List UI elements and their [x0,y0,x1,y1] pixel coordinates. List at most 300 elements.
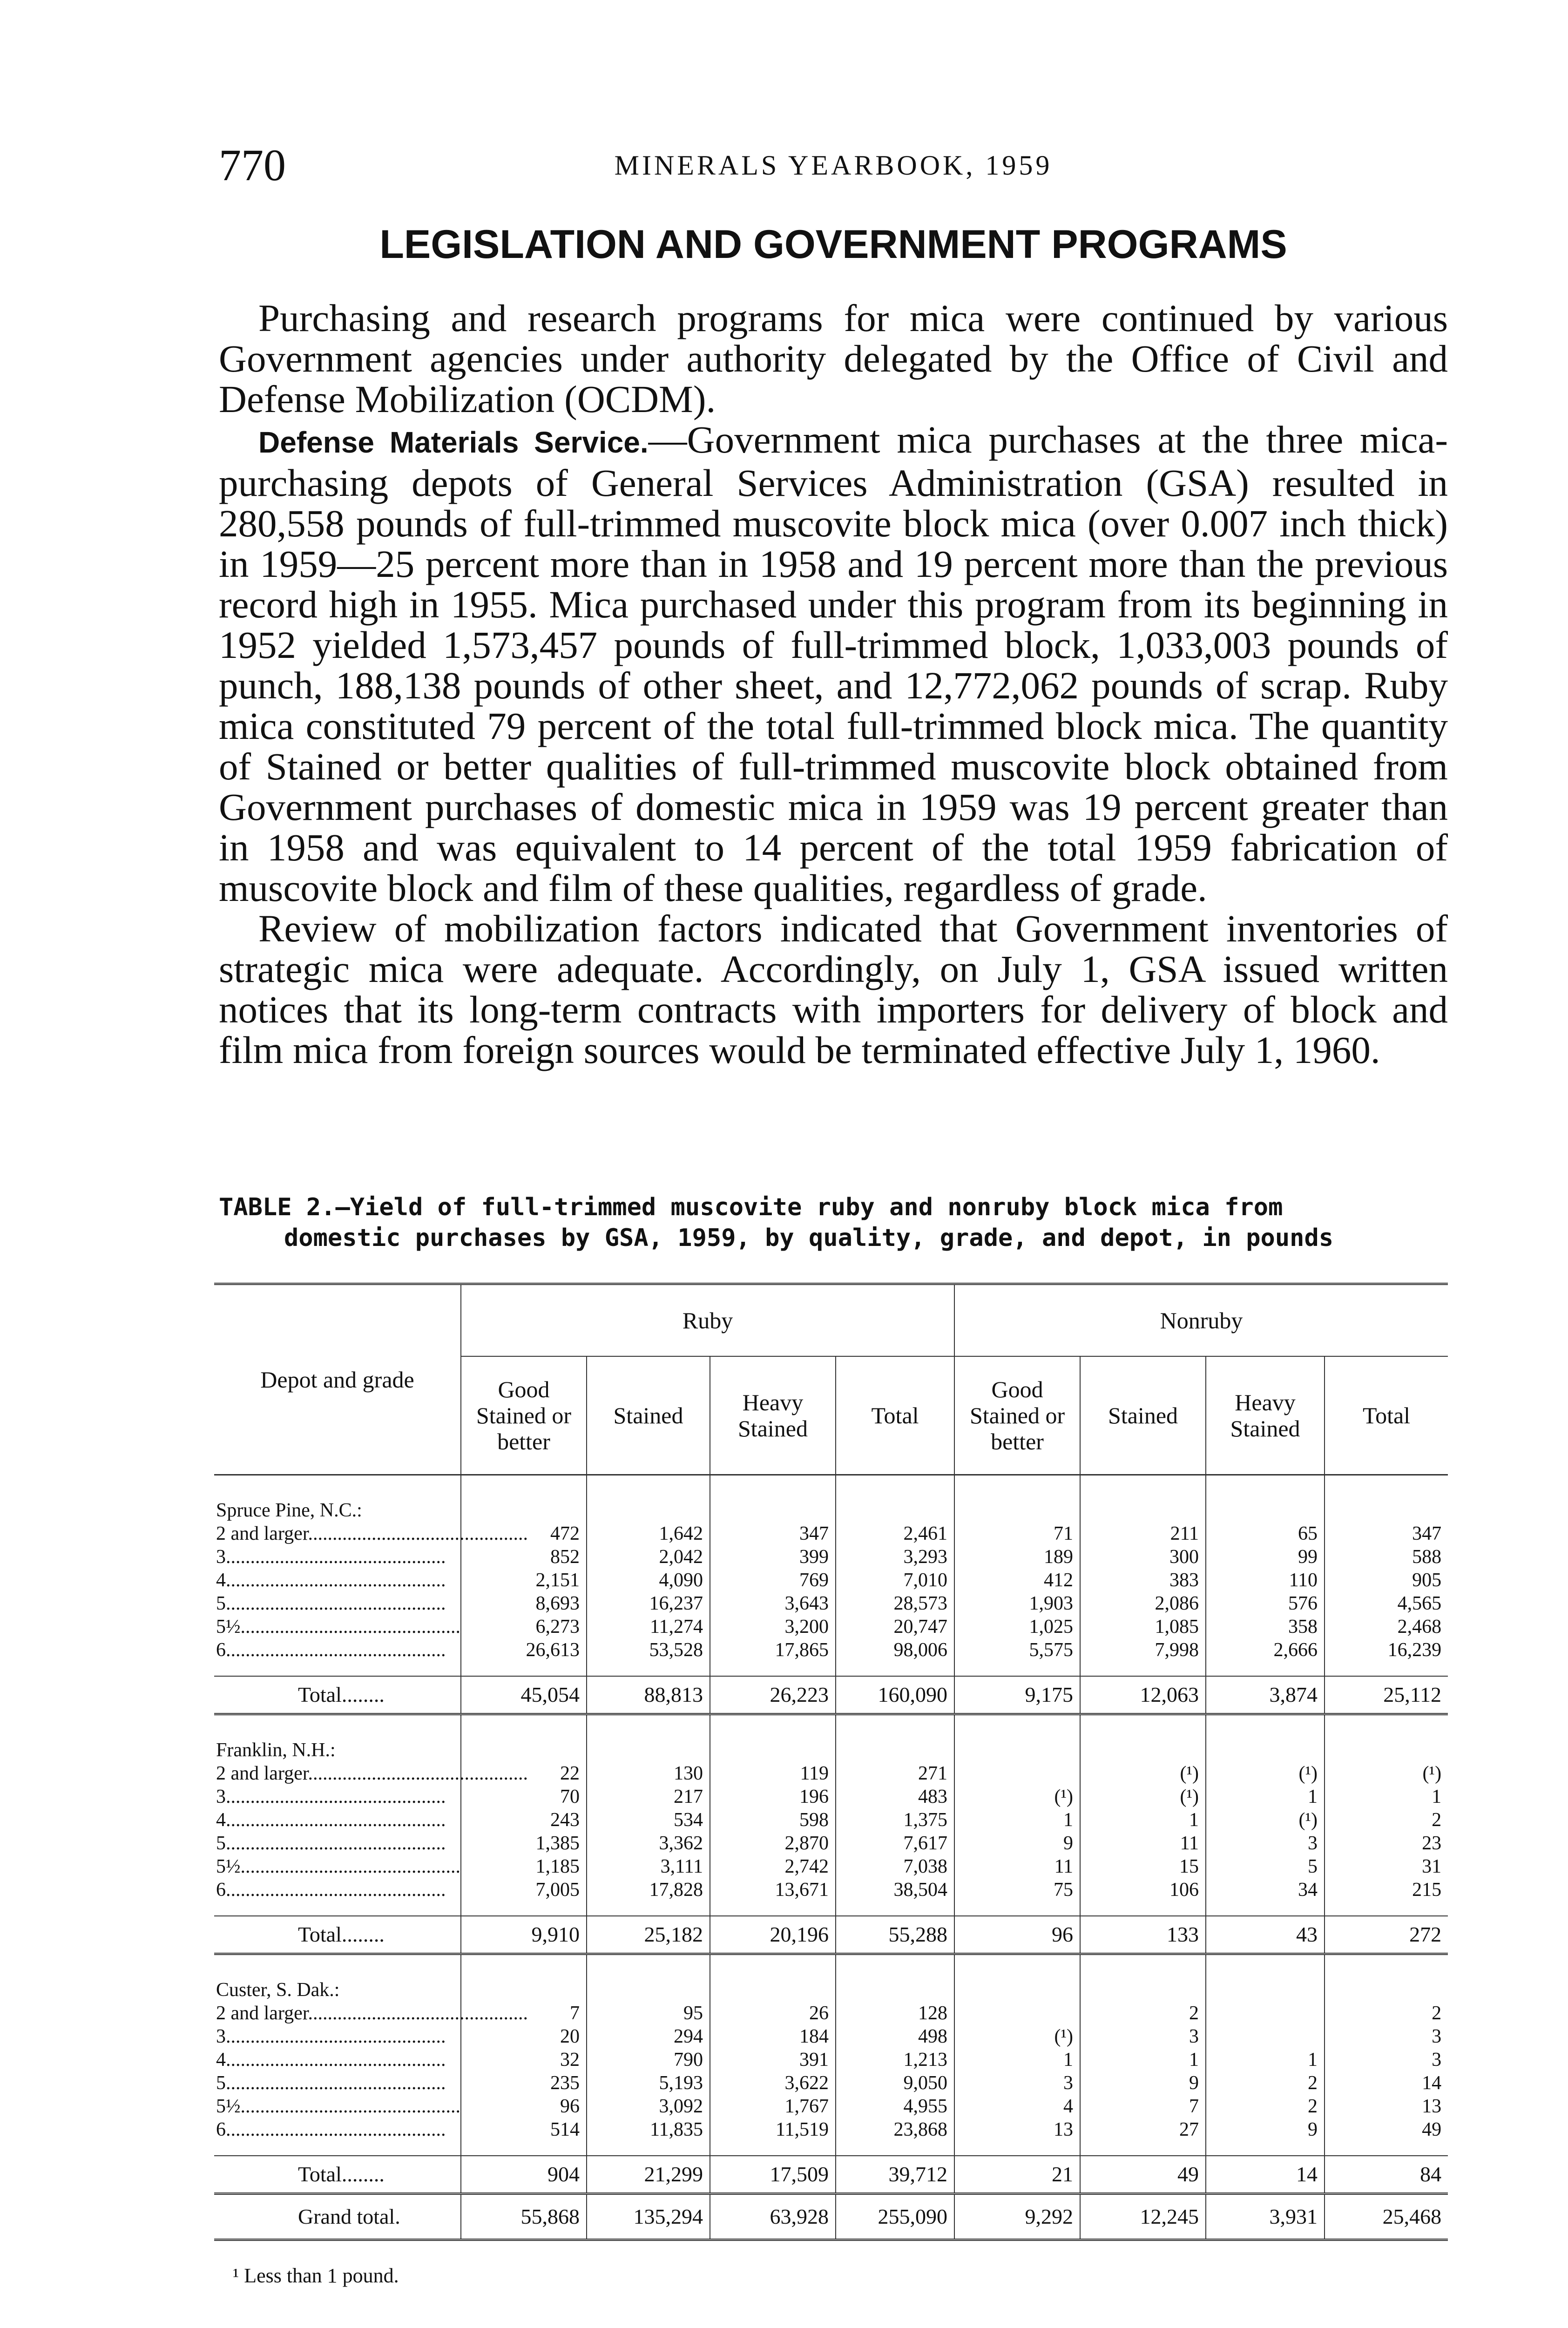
total-cell: 17,509 [710,2156,836,2194]
data-cell: 106 [1080,1878,1206,1916]
data-cell: 27 [1080,2118,1206,2156]
row-label-text: 6 [216,1639,226,1661]
data-cell: 7,617 [836,1832,954,1855]
leader-dots: ............................................. [226,1833,446,1854]
leader-dots: ............................................. [240,2096,460,2117]
data-cell: 347 [710,1522,836,1545]
total-cell: 12,063 [1080,1676,1206,1714]
empty-cell [587,1475,710,1523]
data-cell: (¹) [1206,1808,1325,1832]
row-label-text: 6 [216,1879,226,1901]
total-cell: 21,299 [587,2156,710,2194]
grand-total-cell: 255,090 [836,2194,954,2240]
data-cell: 65 [1206,1522,1325,1545]
total-cell: 14 [1206,2156,1325,2194]
data-cell: 31 [1325,1855,1448,1878]
table-row [214,1522,1448,1545]
row-label [214,1592,461,1615]
data-cell: 1 [1325,1785,1448,1808]
data-cell: 13 [954,2118,1080,2156]
total-row [214,2156,1448,2194]
data-cell: 2 [1206,2071,1325,2095]
data-cell: 11 [954,1855,1080,1878]
data-cell: 28,573 [836,1592,954,1615]
empty-cell [1080,1714,1206,1762]
data-cell: 3,111 [587,1855,710,1878]
row-label-text: 2 and larger [216,1523,308,1544]
row-label [214,2156,461,2194]
row-label [214,1855,461,1878]
table-row [214,2025,1448,2048]
data-cell: 2,870 [710,1832,836,1855]
row-label [214,1714,461,1762]
row-label [214,2048,461,2071]
row-label [214,1545,461,1569]
data-cell: (¹) [1080,1785,1206,1808]
row-label-text: 5 [216,1833,226,1854]
section-title: LEGISLATION AND GOVERNMENT PROGRAMS [379,222,1287,267]
empty-cell [954,1954,1080,2002]
data-cell: 4,955 [836,2095,954,2118]
column-group-ruby: Ruby [461,1284,954,1357]
page-number: 770 [219,140,286,190]
row-label-text: Total [298,1683,342,1706]
data-cell: 7,005 [461,1878,587,1916]
data-cell: 2 [1206,2095,1325,2118]
footnote: ¹ Less than 1 pound. [233,2264,399,2287]
table-caption-line: domestic purchases by GSA, 1959, by quality, grade, and depot, in pounds [284,1224,1334,1252]
empty-cell [954,1475,1080,1523]
data-cell: (¹) [1206,1762,1325,1785]
table-row [214,2048,1448,2071]
grand-total-cell: 63,928 [710,2194,836,2240]
empty-cell [710,1475,836,1523]
row-label-text: 4 [216,1809,226,1831]
empty-cell [836,1714,954,1762]
empty-cell [710,1954,836,2002]
row-label [214,1569,461,1592]
data-cell: 95 [587,2002,710,2025]
data-cell: 2,468 [1325,1615,1448,1638]
leader-dots: ............................................. [240,1616,460,1638]
data-cell: 9 [954,1832,1080,1855]
leader-dots: ............................................. [226,1879,446,1901]
empty-cell [1206,1714,1325,1762]
empty-cell [461,1954,587,2002]
total-cell: 160,090 [836,1676,954,1714]
empty-cell [954,1714,1080,1762]
paragraph-text: Purchasing and research programs for mica were continued by various Government agencies under authority delegated by the Office of Civil and Defense Mobilization (OCDM). [219,297,1448,420]
data-cell: 4 [954,2095,1080,2118]
data-cell [1206,2025,1325,2048]
leader-dots: ............................................. [226,2026,446,2047]
total-cell: 21 [954,2156,1080,2194]
data-cell: 13 [1325,2095,1448,2118]
empty-cell [1080,1475,1206,1523]
data-cell: 4,565 [1325,1592,1448,1615]
data-cell: 3 [954,2071,1080,2095]
data-cell: 3,643 [710,1592,836,1615]
data-cell: 71 [954,1522,1080,1545]
data-cell: 7 [461,2002,587,2025]
data-cell: 2,461 [836,1522,954,1545]
data-cell: 9 [1080,2071,1206,2095]
paragraph [219,908,1448,1070]
data-cell: 9,050 [836,2071,954,2095]
row-label-text: Spruce Pine, N.C.: [216,1500,362,1521]
leader-dots: ............................................. [226,1593,446,1614]
data-cell: 1,213 [836,2048,954,2071]
column-header: Good Stained or better [461,1356,587,1475]
data-cell: 9 [1206,2118,1325,2156]
column-header: Heavy Stained [710,1356,836,1475]
data-cell: 1 [954,1808,1080,1832]
run-in-heading: Defense Materials Service. [258,426,649,459]
grand-total-cell: 3,931 [1206,2194,1325,2240]
data-cell: 15 [1080,1855,1206,1878]
data-cell: 2,666 [1206,1638,1325,1676]
data-cell: 211 [1080,1522,1206,1545]
data-cell: 1,085 [1080,1615,1206,1638]
empty-cell [461,1475,587,1523]
row-label-text: Franklin, N.H.: [216,1739,336,1761]
row-label-text: Total [298,1922,342,1946]
data-cell: 2 [1080,2002,1206,2025]
data-cell: 3,622 [710,2071,836,2095]
total-cell: 25,112 [1325,1676,1448,1714]
data-cell: 130 [587,1762,710,1785]
row-label [214,2025,461,2048]
leader-dots: . [395,2205,400,2228]
row-label-text: 5 [216,2072,226,2094]
row-label [214,2118,461,2156]
table-row [214,1832,1448,1855]
total-cell: 88,813 [587,1676,710,1714]
table-body [214,1475,1448,2240]
data-cell: 49 [1325,2118,1448,2156]
data-cell: 17,865 [710,1638,836,1676]
row-label-text: 4 [216,1570,226,1591]
total-cell: 133 [1080,1916,1206,1954]
row-label-text: 5 [216,1593,226,1614]
data-cell: (¹) [1080,1762,1206,1785]
data-cell: 514 [461,2118,587,2156]
data-cell: 2,042 [587,1545,710,1569]
data-cell: 23,868 [836,2118,954,2156]
leader-dots: ............................................. [226,1786,446,1807]
row-label [214,2071,461,2095]
row-label [214,1785,461,1808]
table-row [214,1855,1448,1878]
data-cell: 1,185 [461,1855,587,1878]
data-cell [954,2002,1080,2025]
table-row [214,1762,1448,1785]
body-text [219,298,1448,1070]
data-cell: 16,239 [1325,1638,1448,1676]
table-row [214,2118,1448,2156]
data-cell: 70 [461,1785,587,1808]
data-cell: 26,613 [461,1638,587,1676]
row-label [214,1615,461,1638]
leader-dots: ............................................. [226,1809,446,1831]
paragraph [219,420,1448,908]
data-cell: 11,274 [587,1615,710,1638]
data-cell: 3,200 [710,1615,836,1638]
row-label-text: Grand total [298,2205,395,2228]
depot-row [214,1954,1448,2002]
leader-dots: ............................................. [226,2072,446,2094]
total-cell: 84 [1325,2156,1448,2194]
leader-dots: ........ [341,1922,385,1946]
data-cell: 7,998 [1080,1638,1206,1676]
data-cell [954,1762,1080,1785]
data-cell: 3 [1080,2025,1206,2048]
column-header-depot: Depot and grade [214,1284,461,1475]
data-cell: 1,385 [461,1832,587,1855]
grand-total-cell: 12,245 [1080,2194,1206,2240]
data-cell: 1,642 [587,1522,710,1545]
data-cell: 6,273 [461,1615,587,1638]
row-label-text: Custer, S. Dak.: [216,1979,340,2001]
data-cell: 1,903 [954,1592,1080,1615]
total-cell: 904 [461,2156,587,2194]
total-row [214,1676,1448,1714]
table-row [214,1569,1448,1592]
table-row [214,2095,1448,2118]
data-cell [1206,2002,1325,2025]
row-label [214,1916,461,1954]
header-group-row [214,1284,1448,1357]
total-cell: 20,196 [710,1916,836,1954]
leader-dots: ............................................. [226,1570,446,1591]
data-cell: 99 [1206,1545,1325,1569]
data-cell: 483 [836,1785,954,1808]
data-cell: 5,193 [587,2071,710,2095]
paragraph-text: Review of mobilization factors indicated that Government inventories of strategic mica were adequate. Accordingly, on July 1, GSA issued written notices that its long-term contracts with importers for delivery of block and film mica from foreign sources would be terminated effective July 1, 1960. [219,907,1448,1071]
data-cell: 75 [954,1878,1080,1916]
table-row [214,1592,1448,1615]
data-cell: 2,086 [1080,1592,1206,1615]
grand-total-cell: 55,868 [461,2194,587,2240]
table-row [214,1545,1448,1569]
row-label-text: 3 [216,1786,226,1807]
data-cell: 53,528 [587,1638,710,1676]
data-cell: 7,038 [836,1855,954,1878]
row-label-text: 2 and larger [216,2003,308,2024]
row-label-text: 3 [216,1546,226,1568]
data-cell: 3,293 [836,1545,954,1569]
empty-cell [836,1475,954,1523]
empty-cell [587,1954,710,2002]
row-label-text: Total [298,2162,342,2186]
data-cell: 1 [1206,1785,1325,1808]
total-row [214,1916,1448,1954]
total-cell: 26,223 [710,1676,836,1714]
leader-dots: ............................................. [226,1639,446,1661]
empty-cell [1080,1954,1206,2002]
row-label-text: 5½ [216,1616,241,1638]
data-cell: 2,742 [710,1855,836,1878]
column-header: Heavy Stained [1206,1356,1325,1475]
data-cell: 358 [1206,1615,1325,1638]
data-cell: 1 [954,2048,1080,2071]
row-label [214,1808,461,1832]
data-cell: 769 [710,1569,836,1592]
leader-dots: ............................................. [226,2049,446,2071]
data-cell: 472 [461,1522,587,1545]
row-label-text: 3 [216,2026,226,2047]
grand-total-cell: 25,468 [1325,2194,1448,2240]
column-header: Stained [1080,1356,1206,1475]
data-cell: 243 [461,1808,587,1832]
table-row [214,2002,1448,2025]
data-cell: 5 [1206,1855,1325,1878]
table-row [214,1615,1448,1638]
column-header: Total [1325,1356,1448,1475]
data-cell: 110 [1206,1569,1325,1592]
data-cell: 3,092 [587,2095,710,2118]
row-label [214,1676,461,1714]
data-cell: 23 [1325,1832,1448,1855]
data-cell: 11 [1080,1832,1206,1855]
data-cell: 98,006 [836,1638,954,1676]
empty-cell [1206,1954,1325,2002]
data-cell: 8,693 [461,1592,587,1615]
data-cell: 7 [1080,2095,1206,2118]
grand-total-row [214,2194,1448,2240]
data-cell: 13,671 [710,1878,836,1916]
data-cell: 16,237 [587,1592,710,1615]
empty-cell [1325,1475,1448,1523]
total-cell: 25,182 [587,1916,710,1954]
data-cell: 38,504 [836,1878,954,1916]
data-cell: 1,767 [710,2095,836,2118]
data-cell: 300 [1080,1545,1206,1569]
data-cell: 1,375 [836,1808,954,1832]
row-label-text: 5½ [216,1856,241,1877]
grand-total-cell: 135,294 [587,2194,710,2240]
row-label [214,2002,528,2025]
total-cell: 96 [954,1916,1080,1954]
data-cell: 1 [1080,1808,1206,1832]
data-cell: 383 [1080,1569,1206,1592]
data-cell: 347 [1325,1522,1448,1545]
row-label-text: 5½ [216,2096,241,2117]
row-label [214,1475,461,1523]
data-cell: 14 [1325,2071,1448,2095]
data-cell: 905 [1325,1569,1448,1592]
data-cell: 184 [710,2025,836,2048]
data-cell: 271 [836,1762,954,1785]
data-cell: 11,519 [710,2118,836,2156]
data-cell: 2 [1325,2002,1448,2025]
column-header: Total [836,1356,954,1475]
paragraph-text: —Government mica purchases at the three mica-purchasing depots of General Services Administration (GSA) resulted in 280,558 pounds of full-trimmed muscovite block mica (over 0.007 inch thick) in 1959—25 percent more than in 1958 and 19 percent more than the previous record high in 1955. Mica purchased under this program from its beginning in 1952 yielded 1,573,457 pounds of full-trimmed block, 1,033,003 pounds of punch, 188,138 pounds of other sheet, and 12,772,062 pounds of scrap. Ruby mica constituted 79 percent of the total full-trimmed block mica. The quantity of Stained or better qualities of full-trimmed muscovite block obtained from Government purchases of domestic mica in 1959 was 19 percent greater than in 1958 and was equivalent to 14 percent of the total 1959 fabrication of muscovite block and film of these qualities, regardless of grade. [219,418,1448,909]
row-label-text: 4 [216,2049,226,2071]
total-cell: 45,054 [461,1676,587,1714]
leader-dots: ........ [341,2162,385,2186]
table-caption [219,1192,1448,1253]
row-label-text: 6 [216,2119,226,2140]
data-cell: 20 [461,2025,587,2048]
data-cell: 34 [1206,1878,1325,1916]
data-cell: 534 [587,1808,710,1832]
total-cell: 9,175 [954,1676,1080,1714]
data-cell: 3,362 [587,1832,710,1855]
data-table-wrapper [214,1283,1448,2241]
leader-dots: ............................................. [308,1523,528,1544]
total-cell: 3,874 [1206,1676,1325,1714]
paragraph [219,298,1448,420]
leader-dots: ............................................. [308,1763,528,1784]
data-cell: 26 [710,2002,836,2025]
data-cell: 2 [1325,1808,1448,1832]
data-cell: 1 [1206,2048,1325,2071]
data-cell: 294 [587,2025,710,2048]
leader-dots: ............................................. [226,2119,446,2140]
data-cell: 119 [710,1762,836,1785]
data-cell: 498 [836,2025,954,2048]
data-cell: 20,747 [836,1615,954,1638]
data-cell: 412 [954,1569,1080,1592]
data-cell: 22 [461,1762,587,1785]
row-label [214,2095,461,2118]
row-label [214,1878,461,1916]
empty-cell [1325,1954,1448,2002]
row-label [214,2194,461,2240]
data-cell: 3 [1206,1832,1325,1855]
data-cell: 2,151 [461,1569,587,1592]
table-row [214,2071,1448,2095]
leader-dots: ........ [341,1683,385,1706]
data-cell: 391 [710,2048,836,2071]
data-cell: 4,090 [587,1569,710,1592]
table-row [214,1878,1448,1916]
data-cell: (¹) [954,1785,1080,1808]
row-label [214,1954,461,2002]
total-cell: 49 [1080,2156,1206,2194]
data-cell: 217 [587,1785,710,1808]
data-cell: 189 [954,1545,1080,1569]
column-header: Stained [587,1356,710,1475]
data-cell: 399 [710,1545,836,1569]
data-cell: 196 [710,1785,836,1808]
empty-cell [1325,1714,1448,1762]
empty-cell [587,1714,710,1762]
leader-dots: ............................................. [308,2003,528,2024]
data-cell: 5,575 [954,1638,1080,1676]
data-cell: 576 [1206,1592,1325,1615]
column-group-nonruby: Nonruby [954,1284,1448,1357]
data-table [214,1283,1448,2241]
data-cell: 1,025 [954,1615,1080,1638]
data-cell: 17,828 [587,1878,710,1916]
empty-cell [836,1954,954,2002]
row-label-text: 2 and larger [216,1763,308,1784]
table-caption-line: TABLE 2.—Yield of full-trimmed muscovite ruby and nonruby block mica from [219,1193,1283,1221]
data-cell: 32 [461,2048,587,2071]
data-cell: 215 [1325,1878,1448,1916]
total-cell: 39,712 [836,2156,954,2194]
grand-total-cell: 9,292 [954,2194,1080,2240]
data-cell: 235 [461,2071,587,2095]
data-cell: 128 [836,2002,954,2025]
table-row [214,1808,1448,1832]
row-label [214,1762,528,1785]
page-header [219,140,1448,191]
depot-row [214,1714,1448,1762]
depot-row [214,1475,1448,1523]
